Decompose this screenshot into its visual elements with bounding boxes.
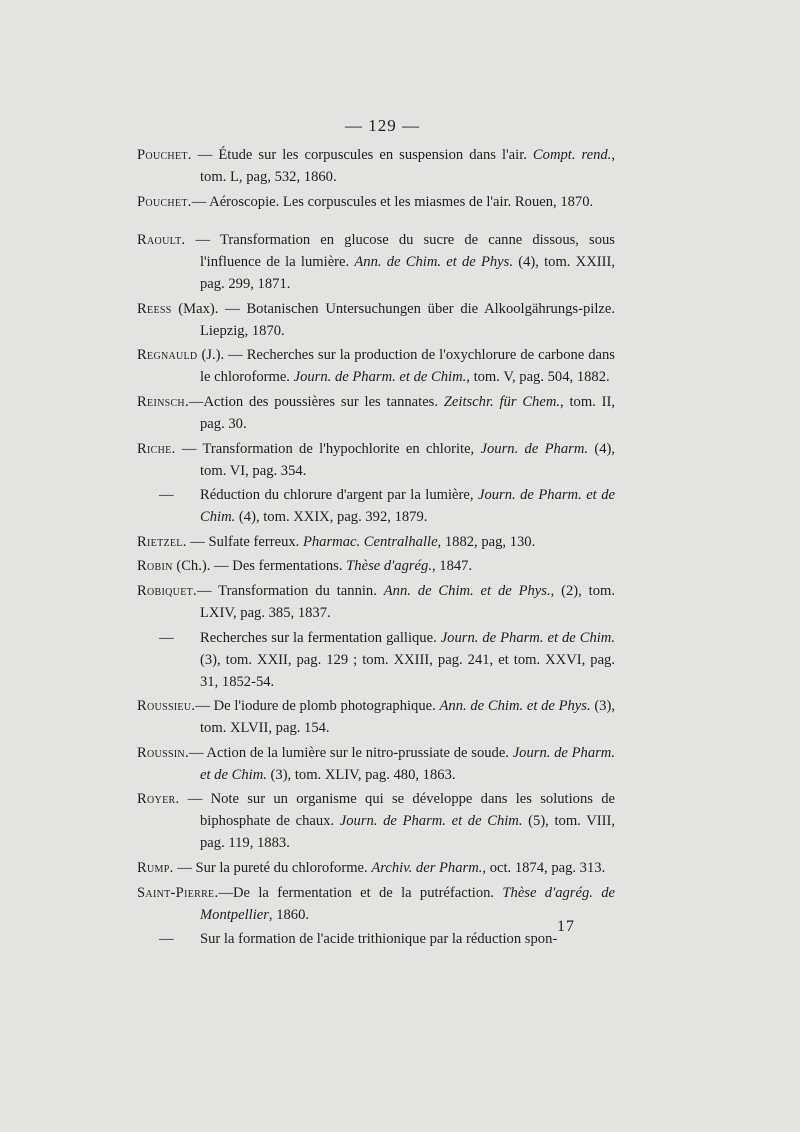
entry-citation: , tom. II, pag. 30. <box>200 393 615 432</box>
entry-journal: Archiv. der Pharm. <box>371 859 483 876</box>
entry-text: Sulfate ferreux. <box>208 533 303 550</box>
entry-journal: Journ. de Pharm. et de Chim. <box>200 487 615 526</box>
bibliography-entry <box>137 298 615 342</box>
entry-separator: — <box>186 533 209 550</box>
bibliography-entry <box>137 144 615 188</box>
entry-journal: Journ. de Pharm. et de Chim. <box>440 629 615 646</box>
entry-separator: — <box>185 232 220 249</box>
bibliography-entry <box>137 438 615 482</box>
bibliography-entry <box>137 788 615 854</box>
bibliography-entry <box>137 391 615 435</box>
entry-text: De la fermentation et de la putréfaction. <box>233 884 503 901</box>
entry-text: Recherches sur la fermentation gallique. <box>200 629 441 646</box>
entry-separator: — <box>196 582 219 599</box>
bibliography-entry <box>137 882 615 926</box>
entry-text: Action des poussières sur les tannates. <box>203 393 444 410</box>
entry-separator: — <box>188 393 204 410</box>
entry-text: Étude sur les corpuscules en suspension dans l'air. <box>218 147 533 163</box>
entry-journal: Journ. de Pharm. et de Chim. <box>293 369 467 386</box>
entry-text: Botanischen Untersuchungen über die Alkoolgährungs-pilze. Liepzig, 1870. <box>200 300 615 339</box>
continuation-dash: — <box>159 931 174 948</box>
entry-text: Des fermentations. <box>232 558 347 575</box>
bibliography-entry <box>137 695 615 739</box>
entry-separator: — <box>188 744 207 761</box>
entry-journal: Journ. de Pharm. et de Chim. <box>339 813 523 830</box>
entry-separator: — <box>175 440 203 457</box>
entry-citation: (3), tom. XLVII, pag. 154. <box>200 698 615 737</box>
signature-mark: 17 <box>557 918 575 935</box>
entry-author: Saint-Pierre. <box>137 884 219 901</box>
entry-author: Roussieu. <box>137 698 196 715</box>
bibliography-entry <box>137 344 615 388</box>
entry-journal: Compt. rend. <box>532 147 612 163</box>
entry-text: Transformation du tannin. <box>218 582 384 599</box>
bibliography-entry <box>137 555 615 577</box>
entry-author: Roussin. <box>137 744 189 761</box>
entry-separator: — <box>179 791 211 808</box>
entry-citation: , 1847. <box>431 558 473 575</box>
entry-citation: , oct. 1874, pag. 313. <box>482 859 606 876</box>
bibliography-entry <box>137 742 615 786</box>
entry-separator: — <box>173 859 196 876</box>
entry-journal: Thèse d'agrég. de Montpellier <box>200 884 615 923</box>
bibliography-entry <box>137 928 615 950</box>
entry-citation: (3), tom. XXII, pag. 129 ; tom. XXIII, pag. 241, et tom. XXVI, pag. 31, 1852-54. <box>200 651 615 690</box>
entry-author: Robin <box>137 558 173 575</box>
entry-author: Robiquet. <box>137 582 197 599</box>
entry-citation: (4), tom. XXIII, pag. 299, 1871. <box>200 254 615 293</box>
entry-journal: Ann. de Chim. et de Phys. <box>354 254 513 271</box>
entry-text: Sur la pureté du chloroforme. <box>195 859 372 876</box>
entry-author: Rump. <box>137 859 174 876</box>
entry-author: Pouchet. <box>137 147 192 163</box>
page-number: — 129 — <box>345 116 420 135</box>
entry-separator: — <box>191 193 210 210</box>
entry-journal: Ann. de Chim. et de Phys. <box>439 698 591 715</box>
bibliography-entry <box>137 857 615 879</box>
entry-author: Regnauld <box>137 347 198 364</box>
entry-citation: (4), tom. VI, pag. 354. <box>200 440 615 479</box>
entry-text: Réduction du chlorure d'argent par la lumière, <box>200 487 478 504</box>
entry-journal: Zeitschr. für Chem. <box>443 393 561 410</box>
entry-text: Note sur un organisme qui se développe dans les solutions de biphosphate de chaux. <box>200 791 615 830</box>
entry-citation: (4), tom. XXIX, pag. 392, 1879. <box>235 509 428 526</box>
entry-text: Transformation de l'hypochlorite en chlorite, <box>202 440 481 457</box>
bibliography-list <box>137 144 615 953</box>
entry-separator: (Ch.). — <box>172 558 233 575</box>
entry-separator: — <box>218 884 234 901</box>
entry-journal: Ann. de Chim. et de Phys. <box>383 582 551 599</box>
entry-journal: Thèse d'agrég. <box>346 558 432 575</box>
entry-journal: Journ. de Pharm. et de Chim. <box>200 744 615 783</box>
entry-journal: Journ. de Pharm. <box>480 440 589 457</box>
entry-author: Reinsch. <box>137 393 189 410</box>
entry-author: Raoult. <box>137 232 186 249</box>
entry-author: Royer. <box>137 791 180 808</box>
entry-separator: — <box>191 147 219 163</box>
entry-author: Rietzel. <box>137 533 187 550</box>
entry-author: Reess <box>137 300 172 317</box>
entry-author: Pouchet. <box>137 193 192 210</box>
entry-citation: , 1860. <box>268 906 310 923</box>
entry-citation: (5), tom. VIII, pag. 119, 1883. <box>200 813 615 852</box>
entry-citation: , tom. L, pag, 532, 1860. <box>200 147 616 185</box>
entry-citation: , (2), tom. LXIV, pag. 385, 1837. <box>200 582 615 621</box>
entry-text: Action de la lumière sur le nitro-prussiate de soude. <box>206 744 513 761</box>
entry-citation: , 1882, pag, 130. <box>437 533 536 550</box>
entry-separator: — <box>195 698 214 715</box>
entry-text: Transformation en glucose du sucre de canne dissous, sous l'influence de la lumière. <box>200 232 615 271</box>
entry-text: Aéroscopie. Les corpuscules et les miasmes de l'air. Rouen, 1870. <box>209 193 594 210</box>
entry-separator: (Max). — <box>171 300 247 317</box>
entry-separator: (J.). — <box>197 347 247 364</box>
bibliography-entry <box>137 191 615 213</box>
entry-author: Riche. <box>137 440 176 457</box>
entry-citation: , tom. V, pag. 504, 1882. <box>466 369 610 386</box>
bibliography-entry <box>137 484 615 528</box>
bibliography-entry <box>137 627 615 693</box>
entry-text: Sur la formation de l'acide trithionique par la réduction spon- <box>200 931 558 948</box>
entry-text: Recherches sur la production de l'oxychlorure de carbone dans le chloroforme. <box>200 347 615 386</box>
continuation-dash: — <box>159 629 174 646</box>
continuation-dash: — <box>159 487 174 504</box>
entry-text: De l'iodure de plomb photographique. <box>213 698 440 715</box>
bibliography-entry <box>137 580 615 624</box>
entry-gap <box>137 215 615 229</box>
entry-citation: (3), tom. XLIV, pag. 480, 1863. <box>266 766 456 783</box>
entry-journal: Pharmac. Centralhalle <box>302 533 438 550</box>
bibliography-entry <box>137 229 615 295</box>
bibliography-entry <box>137 531 615 553</box>
